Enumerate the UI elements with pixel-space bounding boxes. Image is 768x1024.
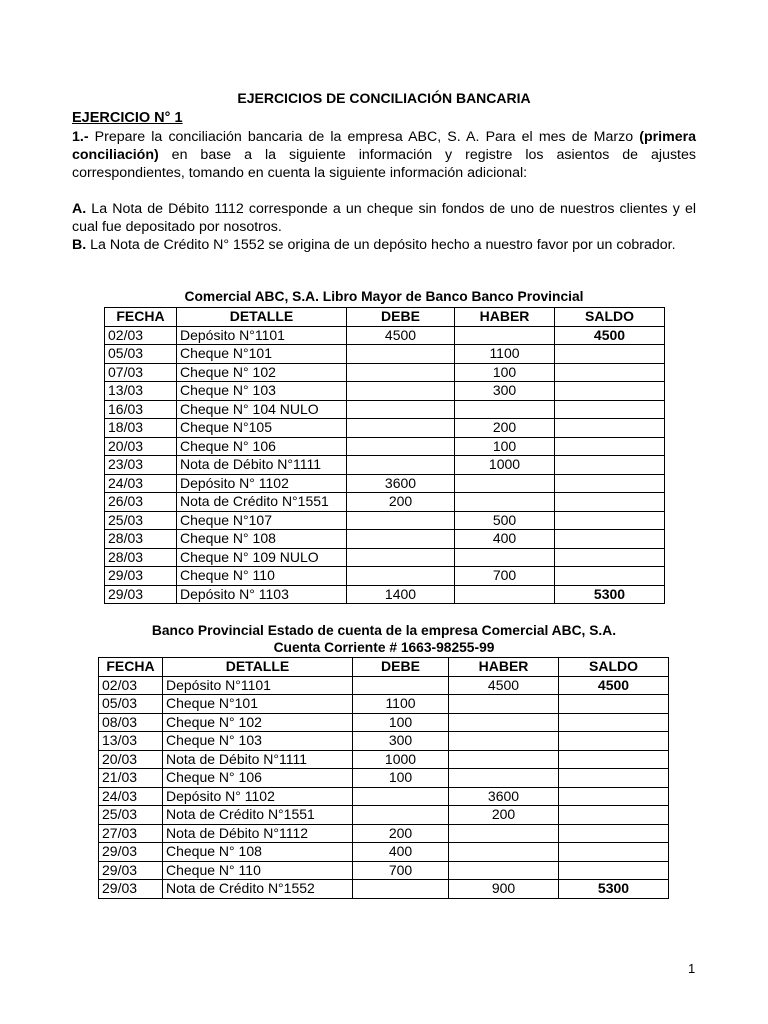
ledger-cell-fecha: 07/03 [105,363,177,382]
statement-header-detalle: DETALLE [163,658,353,677]
ledger-cell-saldo [555,419,665,438]
statement-cell-saldo [559,824,669,843]
ledger-cell-fecha: 28/03 [105,548,177,567]
statement-cell-saldo [559,750,669,769]
ledger-table-title: Comercial ABC, S.A. Libro Mayor de Banco Banco Provincial [184,289,584,304]
ledger-row [105,400,665,419]
ledger-cell-debe [347,530,455,549]
ledger-cell-haber: 400 [455,530,555,549]
ledger-cell-haber [455,548,555,567]
ledger-cell-debe [347,345,455,364]
ledger-cell-saldo [555,548,665,567]
ledger-row [105,456,665,475]
note-b-text: La Nota de Crédito N° 1552 se origina de un depósito hecho a nuestro favor por un cobrador. [86,237,676,253]
ledger-header-debe: DEBE [347,308,455,327]
ledger-row [105,437,665,456]
page-number: 1 [688,961,696,976]
ledger-row [105,474,665,493]
statement-row [99,695,669,714]
ledger-cell-saldo [555,567,665,586]
statement-cell-detalle: Cheque N° 103 [163,732,353,751]
ledger-cell-fecha: 29/03 [105,585,177,604]
ledger-row [105,363,665,382]
statement-cell-haber: 3600 [449,787,559,806]
ledger-cell-saldo: 4500 [555,326,665,345]
statement-header-fecha: FECHA [99,658,163,677]
ledger-cell-detalle: Cheque N° 103 [177,382,347,401]
instructions-text-part2: en base a la siguiente información y registre los asientos de ajustes correspondientes, tomando en cuenta la siguiente información adicional: [72,147,696,182]
ledger-cell-fecha: 16/03 [105,400,177,419]
statement-account-number: Cuenta Corriente # 1663-98255-99 [273,640,495,655]
statement-cell-haber [449,769,559,788]
instructions-bold-phrase: (primera conciliación) [72,129,696,164]
ledger-cell-saldo [555,511,665,530]
ledger-cell-haber: 100 [455,437,555,456]
ledger-cell-debe [347,382,455,401]
ledger-row [105,530,665,549]
ledger-cell-saldo [555,456,665,475]
statement-cell-detalle: Depósito N°1101 [163,676,353,695]
ledger-cell-debe [347,363,455,382]
statement-cell-fecha: 08/03 [99,713,163,732]
exercise-instructions [72,128,696,183]
statement-cell-detalle: Cheque N°101 [163,695,353,714]
statement-cell-saldo [559,769,669,788]
exercise-number: 1.- [72,129,89,145]
statement-cell-fecha: 20/03 [99,750,163,769]
statement-cell-fecha: 29/03 [99,843,163,862]
document-title: EJERCICIOS DE CONCILIACIÓN BANCARIA [237,90,531,106]
ledger-header-detalle: DETALLE [177,308,347,327]
ledger-cell-debe [347,419,455,438]
statement-cell-saldo: 5300 [559,880,669,899]
statement-cell-fecha: 25/03 [99,806,163,825]
ledger-cell-detalle: Depósito N° 1103 [177,585,347,604]
statement-cell-haber [449,713,559,732]
ledger-cell-debe: 200 [347,493,455,512]
statement-row [99,843,669,862]
statement-cell-debe: 100 [353,769,449,788]
statement-cell-saldo [559,787,669,806]
statement-row [99,676,669,695]
ledger-cell-detalle: Cheque N°101 [177,345,347,364]
statement-cell-haber [449,824,559,843]
statement-row [99,769,669,788]
statement-cell-saldo [559,713,669,732]
statement-cell-haber: 900 [449,880,559,899]
statement-header-debe: DEBE [353,658,449,677]
ledger-cell-fecha: 28/03 [105,530,177,549]
ledger-cell-detalle: Cheque N° 108 [177,530,347,549]
ledger-cell-debe [347,511,455,530]
ledger-row [105,511,665,530]
statement-cell-detalle: Nota de Crédito N°1552 [163,880,353,899]
statement-cell-fecha: 24/03 [99,787,163,806]
statement-cell-debe: 100 [353,713,449,732]
statement-cell-debe: 300 [353,732,449,751]
ledger-cell-detalle: Cheque N°107 [177,511,347,530]
statement-cell-detalle: Nota de Débito N°1111 [163,750,353,769]
statement-cell-detalle: Cheque N° 110 [163,861,353,880]
statement-cell-debe [353,806,449,825]
ledger-header-row [105,308,665,327]
statement-cell-haber: 200 [449,806,559,825]
statement-cell-debe [353,880,449,899]
ledger-cell-haber: 200 [455,419,555,438]
ledger-cell-fecha: 02/03 [105,326,177,345]
statement-header-row [99,658,669,677]
ledger-cell-detalle: Cheque N° 110 [177,567,347,586]
statement-cell-fecha: 02/03 [99,676,163,695]
statement-cell-debe: 400 [353,843,449,862]
statement-cell-debe: 700 [353,861,449,880]
ledger-cell-detalle: Depósito N°1101 [177,326,347,345]
statement-row [99,824,669,843]
ledger-cell-saldo [555,382,665,401]
statement-cell-fecha: 13/03 [99,732,163,751]
ledger-cell-detalle: Cheque N°105 [177,419,347,438]
ledger-cell-saldo [555,493,665,512]
statement-cell-detalle: Nota de Crédito N°1551 [163,806,353,825]
ledger-cell-haber [455,493,555,512]
ledger-cell-haber: 1000 [455,456,555,475]
ledger-cell-haber: 500 [455,511,555,530]
ledger-cell-fecha: 26/03 [105,493,177,512]
statement-header-haber: HABER [449,658,559,677]
statement-row [99,787,669,806]
ledger-cell-detalle: Nota de Crédito N°1551 [177,493,347,512]
ledger-cell-haber: 300 [455,382,555,401]
ledger-row [105,326,665,345]
ledger-cell-detalle: Cheque N° 106 [177,437,347,456]
ledger-cell-debe: 3600 [347,474,455,493]
ledger-header-saldo: SALDO [555,308,665,327]
ledger-cell-saldo [555,437,665,456]
ledger-row [105,345,665,364]
ledger-cell-detalle: Nota de Débito N°1111 [177,456,347,475]
note-a [72,200,696,236]
statement-cell-saldo [559,732,669,751]
statement-cell-detalle: Cheque N° 106 [163,769,353,788]
statement-header-saldo: SALDO [559,658,669,677]
statement-cell-detalle: Depósito N° 1102 [163,787,353,806]
ledger-cell-detalle: Cheque N° 104 NULO [177,400,347,419]
statement-cell-debe [353,787,449,806]
statement-cell-haber [449,861,559,880]
statement-cell-haber [449,695,559,714]
statement-cell-saldo [559,806,669,825]
statement-row [99,732,669,751]
ledger-row [105,567,665,586]
ledger-cell-haber [455,585,555,604]
statement-cell-detalle: Cheque N° 102 [163,713,353,732]
statement-row [99,861,669,880]
ledger-row [105,419,665,438]
statement-cell-saldo [559,695,669,714]
ledger-cell-debe [347,567,455,586]
note-a-label: A. [72,201,87,217]
statement-cell-fecha: 05/03 [99,695,163,714]
ledger-cell-debe [347,400,455,419]
ledger-cell-haber: 1100 [455,345,555,364]
statement-cell-saldo [559,861,669,880]
ledger-cell-fecha: 18/03 [105,419,177,438]
ledger-cell-saldo [555,474,665,493]
ledger-cell-debe: 4500 [347,326,455,345]
ledger-cell-detalle: Cheque N° 109 NULO [177,548,347,567]
ledger-cell-fecha: 20/03 [105,437,177,456]
statement-cell-detalle: Cheque N° 108 [163,843,353,862]
ledger-cell-debe [347,548,455,567]
ledger-row [105,548,665,567]
statement-cell-saldo: 4500 [559,676,669,695]
ledger-cell-haber [455,326,555,345]
statement-row [99,880,669,899]
statement-cell-fecha: 29/03 [99,861,163,880]
ledger-cell-haber: 700 [455,567,555,586]
statement-cell-saldo [559,843,669,862]
ledger-cell-fecha: 05/03 [105,345,177,364]
ledger-cell-fecha: 29/03 [105,567,177,586]
ledger-cell-debe: 1400 [347,585,455,604]
ledger-cell-saldo [555,345,665,364]
statement-cell-debe: 1000 [353,750,449,769]
ledger-cell-detalle: Cheque N° 102 [177,363,347,382]
ledger-header-haber: HABER [455,308,555,327]
statement-cell-haber [449,843,559,862]
ledger-row [105,382,665,401]
statement-cell-fecha: 27/03 [99,824,163,843]
statement-cell-fecha: 29/03 [99,880,163,899]
exercise-title: EJERCICIO N° 1 [72,110,183,126]
ledger-header-fecha: FECHA [105,308,177,327]
statement-cell-fecha: 21/03 [99,769,163,788]
ledger-cell-saldo [555,400,665,419]
statement-cell-haber [449,732,559,751]
instructions-text-part1: Prepare la conciliación bancaria de la empresa ABC, S. A. Para el mes de Marzo [88,129,640,145]
ledger-cell-haber: 100 [455,363,555,382]
statement-table-title: Banco Provincial Estado de cuenta de la empresa Comercial ABC, S.A. [151,623,617,638]
ledger-cell-fecha: 25/03 [105,511,177,530]
statement-cell-debe: 1100 [353,695,449,714]
statement-cell-debe: 200 [353,824,449,843]
statement-row [99,713,669,732]
ledger-cell-fecha: 24/03 [105,474,177,493]
statement-row [99,750,669,769]
ledger-cell-detalle: Depósito N° 1102 [177,474,347,493]
ledger-cell-fecha: 13/03 [105,382,177,401]
note-b [72,236,696,254]
ledger-cell-haber [455,474,555,493]
ledger-cell-saldo [555,530,665,549]
statement-cell-detalle: Nota de Débito N°1112 [163,824,353,843]
ledger-cell-saldo [555,363,665,382]
ledger-cell-haber [455,400,555,419]
statement-cell-haber [449,750,559,769]
ledger-cell-saldo: 5300 [555,585,665,604]
ledger-row [105,585,665,604]
ledger-table [104,307,665,604]
note-a-text: La Nota de Débito 1112 corresponde a un cheque sin fondos de uno de nuestros clientes y el cual fue depositado por nosotros. [72,201,696,236]
ledger-cell-debe [347,437,455,456]
statement-cell-debe [353,676,449,695]
statement-row [99,806,669,825]
ledger-cell-debe [347,456,455,475]
ledger-cell-fecha: 23/03 [105,456,177,475]
statement-table [98,657,669,899]
note-b-label: B. [72,237,87,253]
statement-cell-haber: 4500 [449,676,559,695]
ledger-row [105,493,665,512]
